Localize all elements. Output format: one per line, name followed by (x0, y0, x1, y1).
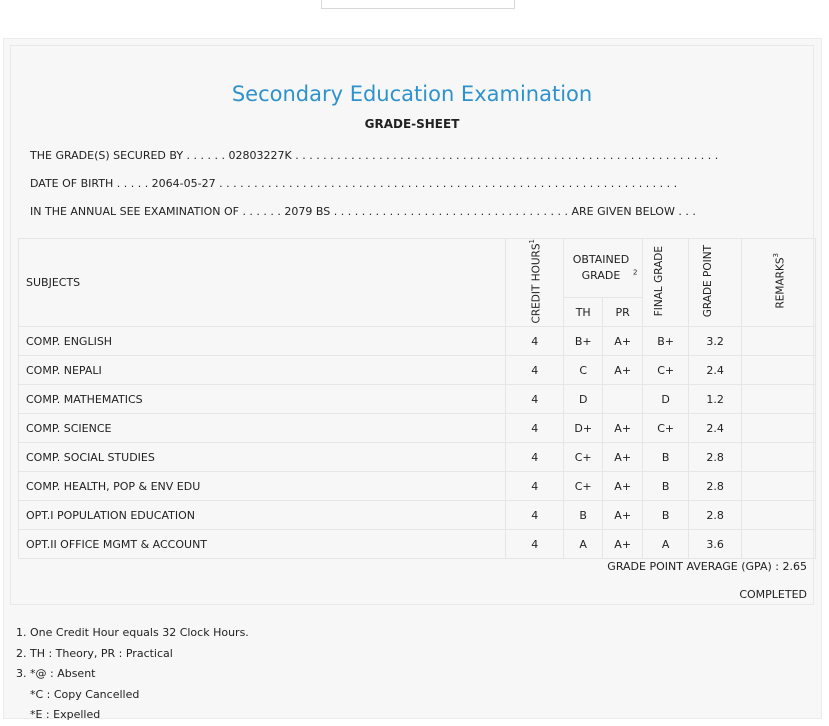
th-grade-cell: C (564, 356, 603, 385)
remarks-cell (742, 356, 816, 385)
pr-header: PR (603, 298, 643, 327)
dob-line: DATE OF BIRTH . . . . . 2064-05-27 . . . . . . . . . . . . . . . . . . . . . . . . . . . . . . . . . . . . . . . . . . . . . . . . . . . . . . . . . . . . . . . . . . (30, 177, 678, 190)
pr-grade-cell: A+ (603, 414, 643, 443)
final-grade-cell: B (643, 472, 689, 501)
remarks-header: REMARKS$^3$ (742, 239, 816, 327)
sheet-title: GRADE-SHEET (364, 117, 460, 131)
remarks-cell (742, 530, 816, 559)
final-grade-cell: B (643, 443, 689, 472)
subject-cell: COMP. ENGLISH (19, 327, 506, 356)
table-row (19, 385, 816, 414)
pr-grade-cell: A+ (603, 472, 643, 501)
th-grade-cell: D (564, 385, 603, 414)
table-row (19, 414, 816, 443)
remarks-cell (742, 501, 816, 530)
table-row (19, 501, 816, 530)
pr-grade-cell: A+ (603, 356, 643, 385)
subject-cell: COMP. MATHEMATICS (19, 385, 506, 414)
final-grade-cell: C+ (643, 356, 689, 385)
grade-point-cell: 2.4 (689, 414, 742, 443)
th-grade-cell: B (564, 501, 603, 530)
pr-grade-cell: A+ (603, 327, 643, 356)
final-grade-cell: B+ (643, 327, 689, 356)
footnotes (16, 623, 249, 726)
exam-line: IN THE ANNUAL SEE EXAMINATION OF . . . . . . 2079 BS . . . . . . . . . . . . . . . . . . . . . . . . . . . . . . . . . . ARE GIVEN BELOW . . . (30, 205, 696, 218)
final-grade-header: FINAL GRADE (643, 239, 689, 327)
subject-cell: OPT.II OFFICE MGMT & ACCOUNT (19, 530, 506, 559)
subject-cell: COMP. HEALTH, POP & ENV EDU (19, 472, 506, 501)
exam-title: Secondary Education Examination (231, 82, 593, 106)
grade-point-cell: 1.2 (689, 385, 742, 414)
final-grade-cell: B (643, 501, 689, 530)
credit-cell: 4 (506, 530, 564, 559)
grade-point-cell: 2.8 (689, 472, 742, 501)
table-row (19, 472, 816, 501)
footnote-line: *C : Copy Cancelled (16, 687, 140, 701)
subjects-header: SUBJECTS (19, 239, 506, 327)
footnote-line: *E : Expelled (16, 708, 101, 721)
remarks-cell (742, 385, 816, 414)
th-header: TH (564, 298, 603, 327)
pr-grade-cell (603, 385, 643, 414)
th-grade-cell: C+ (564, 443, 603, 472)
grade-point-cell: 2.8 (689, 443, 742, 472)
subject-cell: COMP. SOCIAL STUDIES (19, 443, 506, 472)
final-grade-cell: D (643, 385, 689, 414)
th-grade-cell: D+ (564, 414, 603, 443)
remarks-cell (742, 327, 816, 356)
footnote-line: 2. TH : Theory, PR : Practical (16, 646, 173, 660)
remarks-cell (742, 472, 816, 501)
table-row (19, 443, 816, 472)
obtained-grade-header: OBTAINED GRADE $^2$ (564, 239, 643, 298)
th-grade-cell: A (564, 530, 603, 559)
pr-grade-cell: A+ (603, 443, 643, 472)
subject-cell: COMP. SCIENCE (19, 414, 506, 443)
footnote-line: 1. One Credit Hour equals 32 Clock Hours. (16, 626, 249, 639)
credit-cell: 4 (506, 443, 564, 472)
pr-grade-cell: A+ (603, 530, 643, 559)
grades-table (18, 238, 816, 559)
grade-point-cell: 3.2 (689, 327, 742, 356)
grade-point-header: GRADE POINT (689, 239, 742, 327)
table-row (19, 327, 816, 356)
grade-point-cell: 2.4 (689, 356, 742, 385)
secured-by-line: THE GRADE(S) SECURED BY . . . . . . 02803227K . . . . . . . . . . . . . . . . . . . . . . . . . . . . . . . . . . . . . . . . . . . . . . . . . . . . . . . . . . . . . (30, 149, 719, 162)
credit-cell: 4 (506, 472, 564, 501)
th-grade-cell: C+ (564, 472, 603, 501)
final-grade-cell: A (643, 530, 689, 559)
remarks-cell (742, 414, 816, 443)
pr-grade-cell: A+ (603, 501, 643, 530)
credit-cell: 4 (506, 414, 564, 443)
credit-cell: 4 (506, 356, 564, 385)
th-grade-cell: B+ (564, 327, 603, 356)
subject-cell: COMP. NEPALI (19, 356, 506, 385)
credit-cell: 4 (506, 501, 564, 530)
status-text: COMPLETED (739, 588, 807, 601)
final-grade-cell: C+ (643, 414, 689, 443)
grade-sheet-content (10, 45, 814, 605)
credit-cell: 4 (506, 327, 564, 356)
credit-cell: 4 (506, 385, 564, 414)
table-row (19, 530, 816, 559)
grade-sheet-panel (3, 38, 822, 719)
footnote-line: 3. *@ : Absent (16, 667, 96, 680)
gpa-text: GRADE POINT AVERAGE (GPA) : 2.65 (607, 560, 807, 573)
grade-point-cell: 2.8 (689, 501, 742, 530)
table-row (19, 356, 816, 385)
grade-point-cell: 3.6 (689, 530, 742, 559)
top-input-box (321, 0, 515, 9)
credit-hours-header: CREDIT HOURS$^1$ (506, 239, 564, 327)
subject-cell: OPT.I POPULATION EDUCATION (19, 501, 506, 530)
remarks-cell (742, 443, 816, 472)
